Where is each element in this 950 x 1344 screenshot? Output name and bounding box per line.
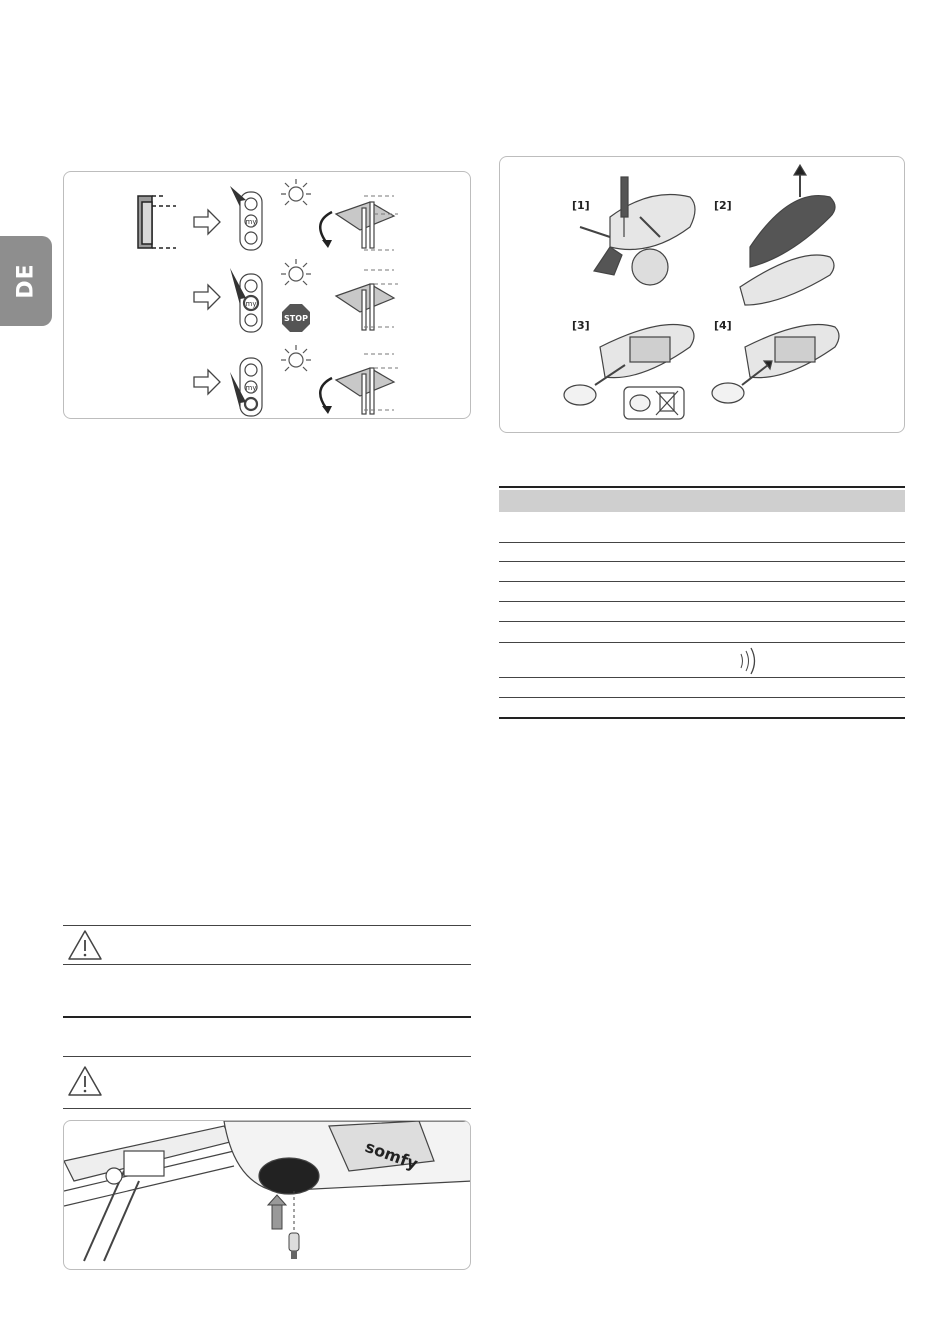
table-row: [499, 642, 905, 643]
my-button-label: my: [245, 384, 257, 392]
table-bottom-rule: [499, 717, 905, 719]
motor-housing: [224, 1121, 471, 1194]
warning-rule: [63, 1108, 471, 1109]
battery-replacement-illustration: [500, 157, 905, 433]
my-button-label: my: [245, 300, 257, 308]
table-row: [499, 581, 905, 582]
step-2-label: [2]: [714, 199, 732, 212]
remote-operation-illustration: [64, 172, 471, 419]
table-row: [499, 542, 905, 543]
motor-bulb-illustration: [64, 1121, 471, 1270]
step-4-label: [4]: [714, 319, 732, 332]
warning-rule: [63, 1056, 471, 1057]
radio-wave-icon: [737, 646, 759, 676]
table-row: [499, 677, 905, 678]
table-row: [499, 697, 905, 698]
flashing-light-icon: [281, 179, 311, 371]
section-rule: [63, 1016, 471, 1018]
remote-operation-figure: [63, 171, 471, 419]
brand-logo: somfy: [362, 1136, 421, 1174]
warning-rule: [63, 925, 471, 926]
battery-replacement-figure: [499, 156, 905, 433]
language-tab-label: DE: [13, 263, 39, 299]
gate-icon: [336, 202, 394, 414]
warning-rule: [63, 964, 471, 965]
table-row: [499, 601, 905, 602]
gate-closed-icon: [138, 196, 176, 248]
technical-data-table: [499, 486, 905, 721]
table-header-row: [499, 490, 905, 512]
table-row: [499, 561, 905, 562]
step-1-label: [1]: [572, 199, 590, 212]
step-3-label: [3]: [572, 319, 590, 332]
remote-open-step-1: [580, 177, 695, 285]
my-button-label: my: [245, 218, 257, 226]
motor-bulb-figure: [63, 1120, 471, 1270]
arrow-icon: [194, 210, 220, 394]
table-top-rule: [499, 486, 905, 488]
bulb-icon: [268, 1191, 299, 1259]
warning-icon: [66, 928, 104, 962]
warning-icon: [66, 1064, 104, 1098]
table-row: [499, 621, 905, 622]
battery-insert-step-4: [712, 325, 839, 404]
remote-open-step-2: [740, 165, 835, 305]
language-tab: [0, 236, 52, 326]
stop-sign-label: STOP: [284, 314, 308, 323]
rail-assembly: [64, 1126, 234, 1261]
stop-sign-icon: [282, 304, 310, 332]
battery-remove-step-3: [564, 325, 694, 420]
